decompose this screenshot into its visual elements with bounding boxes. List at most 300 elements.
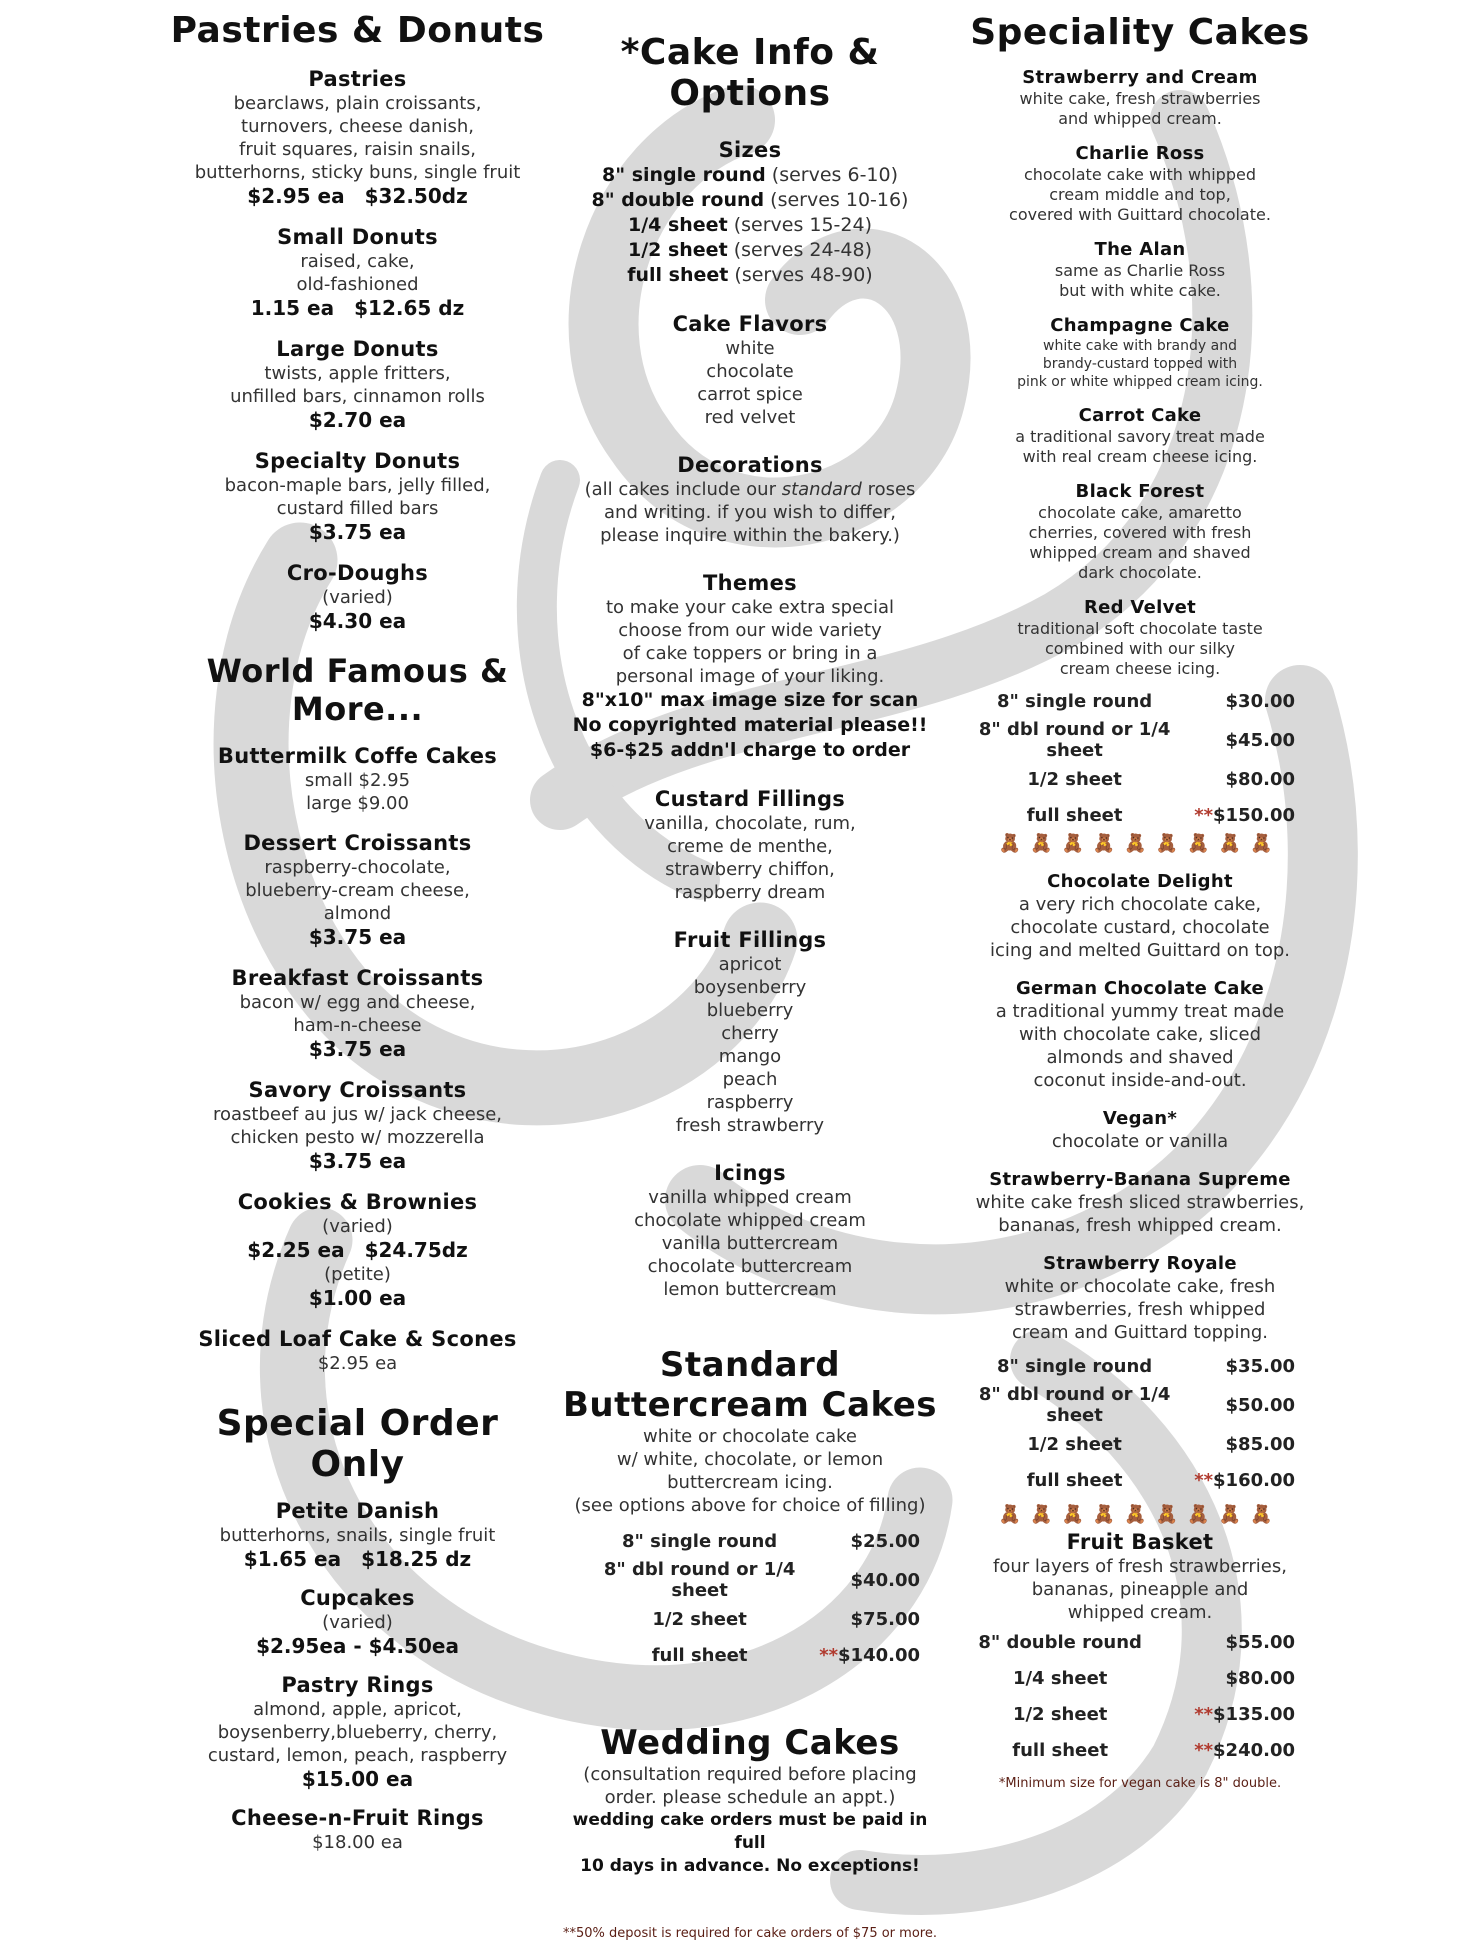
price-each: $1.65 ea — [243, 1547, 342, 1571]
price-each: $15.00 ea — [301, 1767, 414, 1791]
wedding-cakes-block — [560, 1723, 940, 1944]
menu-item-price — [170, 609, 545, 634]
price-each: $3.75 ea — [308, 1037, 407, 1061]
price-size-label: 1/2 sheet — [1027, 768, 1122, 790]
price-row — [955, 797, 1295, 833]
price-each: $3.75 ea — [308, 925, 407, 949]
menu-item-description: same as Charlie Ross — [1054, 261, 1226, 280]
menu-item-name: Cheese-n-Fruit Rings — [231, 1806, 484, 1830]
menu-item-name: Charlie Ross — [1075, 143, 1205, 164]
speciality-group-2 — [955, 871, 1325, 1344]
menu-item — [170, 1327, 545, 1375]
price-size-label: 8" single round — [997, 1355, 1153, 1377]
size-servings: (serves 48-90) — [728, 264, 873, 286]
price-asterisk: ** — [1194, 1703, 1214, 1725]
section-title-world-famous: World Famous & More... — [206, 652, 509, 728]
price-amount: $35.00 — [1225, 1355, 1295, 1377]
menu-item-name: Petite Danish — [275, 1499, 440, 1523]
price-amount: $25.00 — [850, 1530, 920, 1552]
menu-item-price — [170, 1037, 545, 1062]
price-value — [1194, 683, 1295, 719]
size-option — [560, 163, 940, 188]
menu-item-description: icing and melted Guittard on top. — [989, 940, 1291, 961]
menu-item-name: Specialty Donuts — [254, 449, 461, 473]
price-row — [580, 1559, 920, 1601]
size-servings: (serves 10-16) — [764, 189, 909, 211]
price-value — [1194, 1426, 1295, 1462]
fruit-filling-item: fresh strawberry — [675, 1115, 825, 1136]
menu-item-description: white cake with brandy and — [1043, 338, 1237, 354]
menu-item-description: white or chocolate cake, fresh — [1004, 1276, 1276, 1297]
price-size-label: 8" single round — [997, 690, 1153, 712]
decorations-text: (all cakes include our standard roses — [584, 479, 916, 500]
speciality-group-1 — [955, 67, 1325, 679]
price-amount: $140.00 — [838, 1644, 920, 1666]
menu-item-description: a traditional savory treat made — [1015, 427, 1265, 446]
price-value — [1194, 1384, 1295, 1426]
standard-title: Buttercream Cakes — [562, 1385, 938, 1425]
custard-item: raspberry dream — [674, 882, 826, 903]
menu-item — [955, 315, 1325, 391]
menu-item-price — [170, 408, 545, 433]
flavors-list — [560, 337, 940, 429]
section-title-cake-info: *Cake Info & Options — [620, 32, 880, 114]
fruit-fillings-block — [560, 928, 940, 1137]
fruit-basket-heading: Fruit Basket — [1066, 1530, 1214, 1554]
menu-item — [170, 831, 545, 950]
sizes-block — [560, 138, 940, 288]
menu-item-description: (petite) — [324, 1264, 391, 1285]
deposit-note: **50% deposit is required for cake orders of $75 or more. — [563, 1926, 937, 1941]
menu-item-description: chocolate custard, chocolate — [1010, 917, 1270, 938]
size-servings: (serves 15-24) — [727, 214, 873, 236]
menu-item-price: $1.00 ea — [308, 1286, 407, 1310]
menu-item-name: Cro-Doughs — [286, 561, 429, 585]
menu-item-name: Buttermilk Coffe Cakes — [217, 744, 498, 768]
icing-item: lemon buttercream — [663, 1279, 837, 1300]
price-row — [955, 761, 1295, 797]
menu-item-description: butterhorns, snails, single fruit — [219, 1525, 496, 1546]
fruit-basket-line: bananas, pineapple and — [1031, 1579, 1249, 1600]
fruit-basket-description — [955, 1555, 1325, 1624]
menu-item-description: white cake, fresh strawberries — [1019, 89, 1261, 108]
price-size-label: 8" dbl round or 1/4 sheet — [603, 1559, 796, 1601]
standard-price-table — [580, 1523, 920, 1673]
menu-item-name: The Alan — [1094, 239, 1186, 260]
price-amount: $30.00 — [1225, 690, 1295, 712]
menu-item-name: Sliced Loaf Cake & Scones — [198, 1327, 517, 1351]
wedding-rule: wedding cake orders must be paid in full — [572, 1810, 928, 1853]
bear-divider-icon: 🧸🧸🧸🧸🧸🧸🧸🧸🧸 — [998, 833, 1282, 854]
price-amount: $80.00 — [1225, 1667, 1295, 1689]
price-value — [1165, 1624, 1295, 1660]
price-each: $4.30 ea — [308, 609, 407, 633]
price-value — [819, 1601, 920, 1637]
themes-text: personal image of your liking. — [615, 666, 885, 687]
fruit-fillings-list — [560, 953, 940, 1137]
menu-item — [170, 449, 545, 545]
price-dozen: $18.25 dz — [361, 1547, 472, 1571]
column-cake-info — [560, 0, 940, 1944]
price-value — [1165, 1732, 1295, 1768]
menu-item-description: covered with Guittard chocolate. — [1009, 205, 1271, 224]
menu-item-description: bacon w/ egg and cheese, — [239, 992, 476, 1013]
decorations-text: and writing. if you wish to differ, — [604, 502, 896, 523]
special-order-list — [170, 1499, 545, 1854]
menu-item-price — [170, 925, 545, 950]
menu-item-description: $2.95 ea — [317, 1353, 398, 1374]
menu-item — [170, 1586, 545, 1659]
standard-description-line: buttercream icing. — [667, 1472, 833, 1493]
flavors-heading: Cake Flavors — [672, 312, 828, 336]
price-each: $2.95ea - $4.50ea — [256, 1634, 459, 1658]
decorations-block — [560, 453, 940, 547]
menu-item-name: German Chocolate Cake — [1015, 978, 1265, 999]
menu-item — [955, 597, 1325, 679]
price-value — [819, 1637, 920, 1673]
menu-item — [170, 1190, 545, 1311]
menu-item-description: large $9.00 — [306, 793, 409, 814]
menu-item-description: with real cream cheese icing. — [1022, 447, 1258, 466]
price-each: $3.75 ea — [308, 1149, 407, 1173]
menu-item — [955, 143, 1325, 225]
menu-item — [170, 1078, 545, 1174]
themes-list — [560, 596, 940, 763]
price-each: $2.25 ea — [247, 1238, 345, 1262]
price-value — [819, 1523, 920, 1559]
price-amount: $75.00 — [850, 1608, 920, 1630]
menu-item — [955, 239, 1325, 301]
price-row — [955, 1348, 1295, 1384]
price-amount: $85.00 — [1225, 1433, 1295, 1455]
menu-item — [955, 1253, 1325, 1344]
price-amount: $160.00 — [1213, 1469, 1295, 1491]
price-amount: $150.00 — [1213, 804, 1295, 826]
menu-item-name: Chocolate Delight — [1047, 871, 1233, 892]
fruit-filling-item: blueberry — [706, 1000, 794, 1021]
menu-item — [955, 978, 1325, 1092]
price-amount: $45.00 — [1225, 729, 1295, 751]
standard-description-line: w/ white, chocolate, or lemon — [616, 1449, 884, 1470]
menu-item-name: Savory Croissants — [248, 1078, 467, 1102]
section-title-special-order: Special Order Only — [216, 1403, 499, 1485]
speciality-price-table-3 — [955, 1624, 1295, 1768]
fruit-filling-item: cherry — [721, 1023, 779, 1044]
menu-item-description: almond, apple, apricot, — [253, 1699, 462, 1720]
section-title-speciality-cakes: Speciality Cakes — [970, 12, 1310, 53]
price-amount: $40.00 — [850, 1569, 920, 1591]
menu-item — [170, 1499, 545, 1572]
menu-item-price — [170, 1634, 545, 1659]
menu-item-name: Strawberry Royale — [1043, 1253, 1237, 1274]
menu-item-description: fruit squares, raisin snails, — [239, 139, 476, 160]
menu-item-description: (varied) — [322, 1216, 393, 1237]
menu-item-description: cream and Guittard topping. — [1011, 1322, 1269, 1343]
size-option — [560, 213, 940, 238]
menu-item-name: Champagne Cake — [1050, 315, 1230, 336]
price-amount: $80.00 — [1225, 768, 1295, 790]
price-each: $3.75 ea — [308, 520, 407, 544]
menu-item-description: cream cheese icing. — [1059, 659, 1221, 678]
price-size-label: 8" dbl round or 1/4 sheet — [978, 1384, 1171, 1426]
price-row — [955, 1732, 1295, 1768]
price-size-label: 1/2 sheet — [1027, 1433, 1122, 1455]
menu-item-description: small $2.95 — [304, 770, 411, 791]
menu-item-name: Black Forest — [1075, 481, 1205, 502]
menu-item — [955, 67, 1325, 129]
standard-description-line: white or chocolate cake — [642, 1426, 857, 1447]
flavor-item: white — [725, 338, 775, 359]
pastry-list — [170, 67, 545, 634]
price-size-label: 8" double round — [978, 1631, 1142, 1653]
custard-list — [560, 812, 940, 904]
section-title-pastries-donuts: Pastries & Donuts — [170, 10, 545, 51]
standard-title: Standard — [659, 1345, 841, 1385]
price-asterisk: ** — [1194, 1739, 1214, 1761]
speciality-price-table-2 — [955, 1348, 1295, 1498]
flavor-item: carrot spice — [697, 384, 803, 405]
themes-rule: $6-$25 addn'l charge to order — [589, 739, 911, 761]
custard-item: vanilla, chocolate, rum, — [644, 813, 856, 834]
themes-text: choose from our wide variety — [618, 620, 882, 641]
icings-block — [560, 1161, 940, 1301]
menu-item-description: a very rich chocolate cake, — [1018, 894, 1262, 915]
wedding-description-line: order. please schedule an appt.) — [604, 1787, 896, 1808]
menu-item-name: Cookies & Brownies — [237, 1190, 478, 1214]
icings-heading: Icings — [714, 1161, 786, 1185]
fruit-basket-line: whipped cream. — [1067, 1602, 1213, 1623]
size-name: full sheet — [627, 264, 729, 286]
menu-item-description: butterhorns, sticky buns, single fruit — [194, 162, 521, 183]
menu-item-description: chocolate cake with whipped — [1023, 165, 1256, 184]
menu-item-description: custard, lemon, peach, raspberry — [207, 1745, 508, 1766]
themes-text: of cake toppers or bring in a — [622, 643, 878, 664]
menu-item-description: but with white cake. — [1059, 281, 1221, 300]
menu-item-description: ham-n-cheese — [293, 1015, 422, 1036]
menu-item-description: raised, cake, — [300, 251, 415, 272]
menu-item — [170, 966, 545, 1062]
wedding-rule: 10 days in advance. No exceptions! — [580, 1856, 920, 1876]
standard-note: (see options above for choice of filling) — [574, 1495, 926, 1516]
price-row — [580, 1523, 920, 1559]
sizes-list — [560, 163, 940, 288]
price-dozen: $24.75dz — [364, 1238, 468, 1262]
custard-item: strawberry chiffon, — [665, 859, 835, 880]
menu-item-description: boysenberry,blueberry, cherry, — [217, 1722, 498, 1743]
menu-item-description: chocolate cake, amaretto — [1038, 503, 1242, 522]
decorations-heading: Decorations — [677, 453, 823, 477]
custard-heading: Custard Fillings — [654, 787, 846, 811]
price-each: $2.95 ea — [247, 184, 345, 208]
price-amount: $240.00 — [1213, 1739, 1295, 1761]
world-famous-list — [170, 744, 545, 1375]
menu-item-name: Small Donuts — [277, 225, 438, 249]
themes-text: to make your cake extra special — [605, 597, 895, 618]
price-row — [955, 719, 1295, 761]
menu-item — [955, 1169, 1325, 1237]
menu-item-description: blueberry-cream cheese, — [245, 880, 470, 901]
menu-item — [170, 1806, 545, 1854]
price-dozen: $32.50dz — [364, 184, 468, 208]
menu-item-description: turnovers, cheese danish, — [241, 116, 474, 137]
size-servings: (serves 6-10) — [765, 164, 899, 186]
themes-block — [560, 571, 940, 763]
menu-item-price — [170, 296, 545, 321]
menu-item-description: with chocolate cake, sliced — [1018, 1024, 1262, 1045]
menu-item-price — [170, 1767, 545, 1792]
fruit-fillings-heading: Fruit Fillings — [673, 928, 827, 952]
menu-item-description: custard filled bars — [276, 498, 439, 519]
menu-item-description: raspberry-chocolate, — [264, 857, 451, 878]
price-size-label: full sheet — [1012, 1739, 1109, 1761]
custard-block — [560, 787, 940, 904]
menu-item-name: Breakfast Croissants — [231, 966, 484, 990]
menu-item-description: strawberries, fresh whipped — [1014, 1299, 1266, 1320]
price-size-label: full sheet — [1026, 1469, 1123, 1491]
price-size-label: 8" single round — [622, 1530, 778, 1552]
price-row — [955, 1624, 1295, 1660]
menu-item-description: whipped cream and shaved — [1029, 543, 1251, 562]
price-asterisk: ** — [819, 1644, 839, 1666]
menu-item-description: bearclaws, plain croissants, — [233, 93, 482, 114]
price-asterisk: ** — [1194, 1469, 1214, 1491]
price-dozen: $12.65 dz — [354, 296, 465, 320]
price-row — [955, 1696, 1295, 1732]
column-speciality-cakes — [955, 0, 1325, 1791]
icing-item: vanilla whipped cream — [648, 1187, 852, 1208]
price-amount: $55.00 — [1225, 1631, 1295, 1653]
menu-item-price — [170, 184, 545, 209]
wedding-title: Wedding Cakes — [600, 1723, 900, 1763]
menu-item-description: (varied) — [322, 587, 393, 608]
price-row — [580, 1637, 920, 1673]
menu-item-price — [170, 1547, 545, 1572]
flavor-item: red velvet — [704, 407, 796, 428]
menu-item-description: old-fashioned — [296, 274, 419, 295]
menu-item — [170, 561, 545, 634]
menu-item-description: cherries, covered with fresh — [1028, 523, 1252, 542]
size-name: 1/4 sheet — [627, 214, 728, 236]
menu-item-name: Strawberry and Cream — [1022, 67, 1258, 88]
icings-list — [560, 1186, 940, 1301]
menu-item-description: almond — [323, 903, 392, 924]
menu-item-name: Cupcakes — [300, 1586, 415, 1610]
size-option — [560, 188, 940, 213]
custard-item: creme de menthe, — [667, 836, 833, 857]
price-size-label: 8" dbl round or 1/4 sheet — [978, 719, 1171, 761]
price-row — [580, 1601, 920, 1637]
speciality-price-table-1 — [955, 683, 1295, 833]
wedding-description — [560, 1763, 940, 1878]
flavor-item: chocolate — [706, 361, 794, 382]
column-pastries — [170, 0, 545, 1854]
menu-item — [170, 67, 545, 209]
menu-item-description: $18.00 ea — [312, 1832, 403, 1853]
fruit-basket-line: four layers of fresh strawberries, — [993, 1556, 1287, 1577]
menu-item-description: chocolate or vanilla — [1051, 1131, 1229, 1152]
price-size-label: full sheet — [651, 1644, 748, 1666]
fruit-filling-item: peach — [722, 1069, 778, 1090]
menu-item-description: twists, apple fritters, — [264, 363, 451, 384]
price-size-label: 1/4 sheet — [1012, 1667, 1108, 1689]
menu-item-description: traditional soft chocolate taste — [1017, 619, 1263, 638]
menu-item-description: bananas, fresh whipped cream. — [998, 1215, 1282, 1236]
menu-item — [955, 481, 1325, 583]
menu-item-description: coconut inside-and-out. — [1033, 1070, 1247, 1091]
menu-item-description: combined with our silky — [1044, 639, 1235, 658]
menu-item-description: pink or white whipped cream icing. — [1017, 374, 1263, 390]
price-each: 1.15 ea — [250, 296, 335, 320]
fruit-basket-block — [955, 1530, 1325, 1624]
menu-item-name: Large Donuts — [276, 337, 439, 361]
size-servings: (serves 24-48) — [727, 239, 873, 261]
menu-item-description: a traditional yummy treat made — [995, 1001, 1285, 1022]
menu-item-description: dark chocolate. — [1078, 563, 1202, 582]
sizes-heading: Sizes — [718, 138, 782, 162]
menu-item-description: bacon-maple bars, jelly filled, — [224, 475, 491, 496]
bear-divider-icon: 🧸🧸🧸🧸🧸🧸🧸🧸🧸 — [998, 1504, 1282, 1525]
menu-item-price — [170, 520, 545, 545]
icing-item: chocolate whipped cream — [634, 1210, 866, 1231]
price-size-label: 1/2 sheet — [652, 1608, 747, 1630]
fruit-filling-item: mango — [718, 1046, 782, 1067]
price-row — [955, 1426, 1295, 1462]
price-amount: $135.00 — [1213, 1703, 1295, 1725]
vegan-note: *Minimum size for vegan cake is 8" double. — [998, 1776, 1282, 1791]
price-value — [1194, 1462, 1295, 1498]
flavors-block — [560, 312, 940, 429]
size-name: 8" double round — [591, 189, 765, 211]
menu-item-description: (varied) — [322, 1612, 393, 1633]
themes-rule: No copyrighted material please!! — [572, 714, 928, 736]
menu-item-description: chicken pesto w/ mozzerella — [230, 1127, 485, 1148]
menu-item-description: brandy-custard topped with — [1042, 356, 1238, 372]
menu-item-description: almonds and shaved — [1046, 1047, 1234, 1068]
size-option — [560, 263, 940, 288]
decorations-text: please inquire within the bakery.) — [600, 525, 900, 546]
size-option — [560, 238, 940, 263]
menu-item-name: Strawberry-Banana Supreme — [989, 1169, 1291, 1190]
icing-item: vanilla buttercream — [661, 1233, 839, 1254]
price-value — [1165, 1696, 1295, 1732]
standard-description — [560, 1425, 940, 1494]
menu-item — [955, 1108, 1325, 1153]
menu-item-description: cream middle and top, — [1049, 185, 1231, 204]
price-each: $2.70 ea — [308, 408, 407, 432]
menu-item-name: Pastries — [308, 67, 407, 91]
menu-item-name: Dessert Croissants — [243, 831, 472, 855]
price-value — [1194, 719, 1295, 761]
menu-item-description: unfilled bars, cinnamon rolls — [230, 386, 485, 407]
price-amount: $50.00 — [1225, 1394, 1295, 1416]
menu-item — [170, 744, 545, 815]
menu-item-name: Pastry Rings — [281, 1673, 434, 1697]
fruit-filling-item: boysenberry — [693, 977, 807, 998]
menu-item — [955, 405, 1325, 467]
price-row — [955, 683, 1295, 719]
standard-cakes-block — [560, 1345, 940, 1673]
menu-item — [170, 1673, 545, 1792]
menu-item-price — [170, 1149, 545, 1174]
wedding-description-line: (consultation required before placing — [583, 1764, 917, 1785]
themes-rule: 8"x10" max image size for scan — [581, 689, 919, 711]
menu-item-name: Red Velvet — [1083, 597, 1197, 618]
price-value — [1194, 761, 1295, 797]
price-value — [1194, 1348, 1295, 1384]
themes-heading: Themes — [703, 571, 797, 595]
price-row — [955, 1660, 1295, 1696]
fruit-filling-item: raspberry — [706, 1092, 794, 1113]
